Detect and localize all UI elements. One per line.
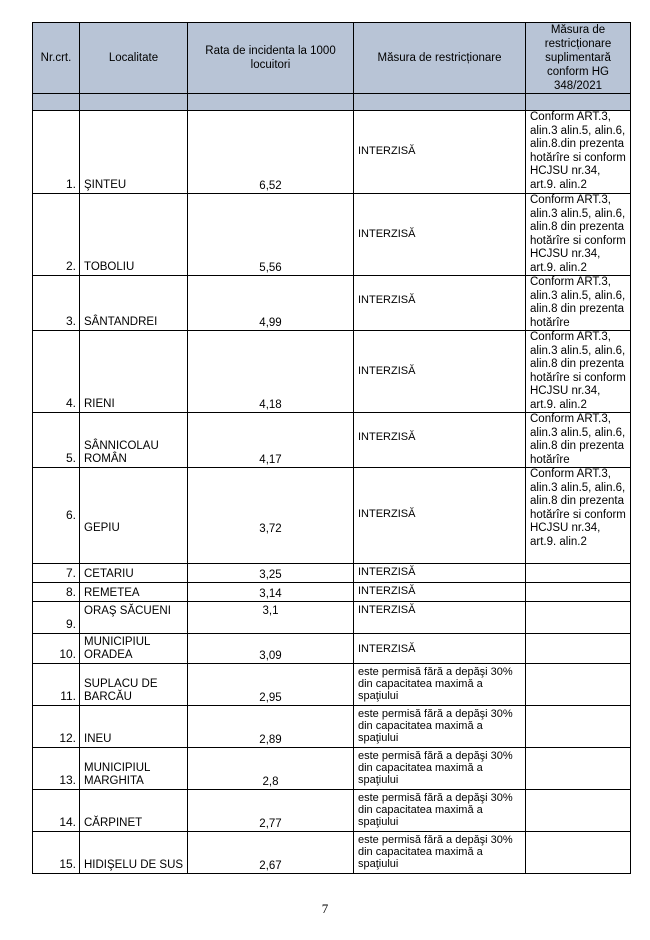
table-row — [33, 748, 631, 790]
row-nr: 13. — [33, 748, 80, 790]
row-masura: este permisă fără a depăşi 30% din capacitatea maximă a spaţiului — [354, 664, 526, 706]
table-row — [33, 276, 631, 331]
table-row — [33, 194, 631, 276]
table-row — [33, 583, 631, 602]
restriction-table — [32, 22, 631, 874]
row-rata: 3,14 — [188, 583, 354, 602]
header-band-row — [33, 94, 631, 111]
row-nr: 11. — [33, 664, 80, 706]
table-row — [33, 790, 631, 832]
table-row — [33, 832, 631, 874]
row-suplimentara: Conform ART.3, alin.3 alin.5, alin.6, alin.8 din prezenta hotărîre si conform HCJSU nr.34, art.9. alin.2 — [526, 468, 631, 564]
row-localitate: HIDIŞELU DE SUS — [80, 832, 188, 874]
table-row — [33, 564, 631, 583]
row-suplimentara — [526, 790, 631, 832]
table-header-row — [33, 23, 631, 94]
header-localitate: Localitate — [80, 23, 188, 94]
row-rata: 3,09 — [188, 634, 354, 664]
table-row — [33, 706, 631, 748]
table-row — [33, 602, 631, 634]
row-suplimentara — [526, 748, 631, 790]
row-masura: este permisă fără a depăşi 30% din capacitatea maximă a spaţiului — [354, 790, 526, 832]
row-suplimentara — [526, 583, 631, 602]
row-localitate: GEPIU — [80, 468, 188, 564]
row-masura: INTERZISĂ — [354, 602, 526, 634]
row-rata: 4,18 — [188, 331, 354, 413]
row-nr: 14. — [33, 790, 80, 832]
row-nr: 4. — [33, 331, 80, 413]
row-rata: 5,56 — [188, 194, 354, 276]
row-suplimentara: Conform ART.3, alin.3 alin.5, alin.6, alin.8 din prezenta hotărîre — [526, 413, 631, 468]
row-localitate: MUNICIPIUL MARGHITA — [80, 748, 188, 790]
row-rata: 3,25 — [188, 564, 354, 583]
table-row — [33, 468, 631, 564]
row-nr: 10. — [33, 634, 80, 664]
row-localitate: SUPLACU DE BARCĂU — [80, 664, 188, 706]
row-localitate: ORAŞ SĂCUENI — [80, 602, 188, 634]
row-suplimentara — [526, 664, 631, 706]
row-masura: INTERZISĂ — [354, 413, 526, 468]
table-row — [33, 331, 631, 413]
page-number: 7 — [321, 901, 329, 916]
row-suplimentara — [526, 564, 631, 583]
row-localitate: ŞINTEU — [80, 111, 188, 194]
row-suplimentara: Conform ART.3, alin.3 alin.5, alin.6, alin.8 din prezenta hotărîre si conform HCJSU nr.34, art.9. alin.2 — [526, 194, 631, 276]
header-rata: Rata de incidenta la 1000 locuitori — [188, 23, 354, 94]
row-masura: INTERZISĂ — [354, 194, 526, 276]
table-row — [33, 111, 631, 194]
row-localitate: INEU — [80, 706, 188, 748]
row-masura: INTERZISĂ — [354, 111, 526, 194]
row-nr: 7. — [33, 564, 80, 583]
row-localitate: MUNICIPIUL ORADEA — [80, 634, 188, 664]
row-rata: 6,52 — [188, 111, 354, 194]
row-nr: 8. — [33, 583, 80, 602]
row-localitate: SÂNTANDREI — [80, 276, 188, 331]
row-localitate: TOBOLIU — [80, 194, 188, 276]
row-nr: 6. — [33, 468, 80, 564]
row-masura: INTERZISĂ — [354, 468, 526, 564]
row-nr: 3. — [33, 276, 80, 331]
row-rata: 2,77 — [188, 790, 354, 832]
row-nr: 5. — [33, 413, 80, 468]
table-row — [33, 413, 631, 468]
row-rata: 4,99 — [188, 276, 354, 331]
row-localitate: SÂNNICOLAU ROMÂN — [80, 413, 188, 468]
row-localitate: CETARIU — [80, 564, 188, 583]
row-localitate: REMETEA — [80, 583, 188, 602]
row-masura: INTERZISĂ — [354, 331, 526, 413]
row-nr: 2. — [33, 194, 80, 276]
row-nr: 15. — [33, 832, 80, 874]
row-masura: este permisă fără a depăşi 30% din capacitatea maximă a spaţiului — [354, 706, 526, 748]
row-suplimentara — [526, 706, 631, 748]
row-localitate: CĂRPINET — [80, 790, 188, 832]
row-masura: INTERZISĂ — [354, 564, 526, 583]
header-suplimentara: Măsura de restricționare suplimentară conform HG 348/2021 — [526, 23, 631, 94]
row-rata: 4,17 — [188, 413, 354, 468]
row-rata: 2,89 — [188, 706, 354, 748]
row-suplimentara — [526, 602, 631, 634]
row-nr: 9. — [33, 602, 80, 634]
row-localitate: RIENI — [80, 331, 188, 413]
row-rata: 3,72 — [188, 468, 354, 564]
table-row — [33, 664, 631, 706]
row-nr: 1. — [33, 111, 80, 194]
row-rata: 2,67 — [188, 832, 354, 874]
row-rata: 2,8 — [188, 748, 354, 790]
row-masura: este permisă fără a depăşi 30% din capacitatea maximă a spaţiului — [354, 832, 526, 874]
row-nr: 12. — [33, 706, 80, 748]
row-suplimentara — [526, 634, 631, 664]
row-masura: INTERZISĂ — [354, 276, 526, 331]
header-masura: Măsura de restricționare — [354, 23, 526, 94]
header-nr: Nr.crt. — [33, 23, 80, 94]
row-suplimentara — [526, 832, 631, 874]
row-masura: INTERZISĂ — [354, 634, 526, 664]
row-suplimentara: Conform ART.3, alin.3 alin.5, alin.6, alin.8 din prezenta hotărîre — [526, 276, 631, 331]
table-row — [33, 634, 631, 664]
row-masura: INTERZISĂ — [354, 583, 526, 602]
row-suplimentara: Conform ART.3, alin.3 alin.5, alin.6, alin.8.din prezenta hotărîre si conform HCJSU nr.34, art.9. alin.2 — [526, 111, 631, 194]
row-rata: 3,1 — [188, 602, 354, 634]
row-masura: este permisă fără a depăşi 30% din capacitatea maximă a spaţiului — [354, 748, 526, 790]
row-rata: 2,95 — [188, 664, 354, 706]
row-suplimentara: Conform ART.3, alin.3 alin.5, alin.6, alin.8 din prezenta hotărîre si conform HCJSU nr.34, art.9. alin.2 — [526, 331, 631, 413]
